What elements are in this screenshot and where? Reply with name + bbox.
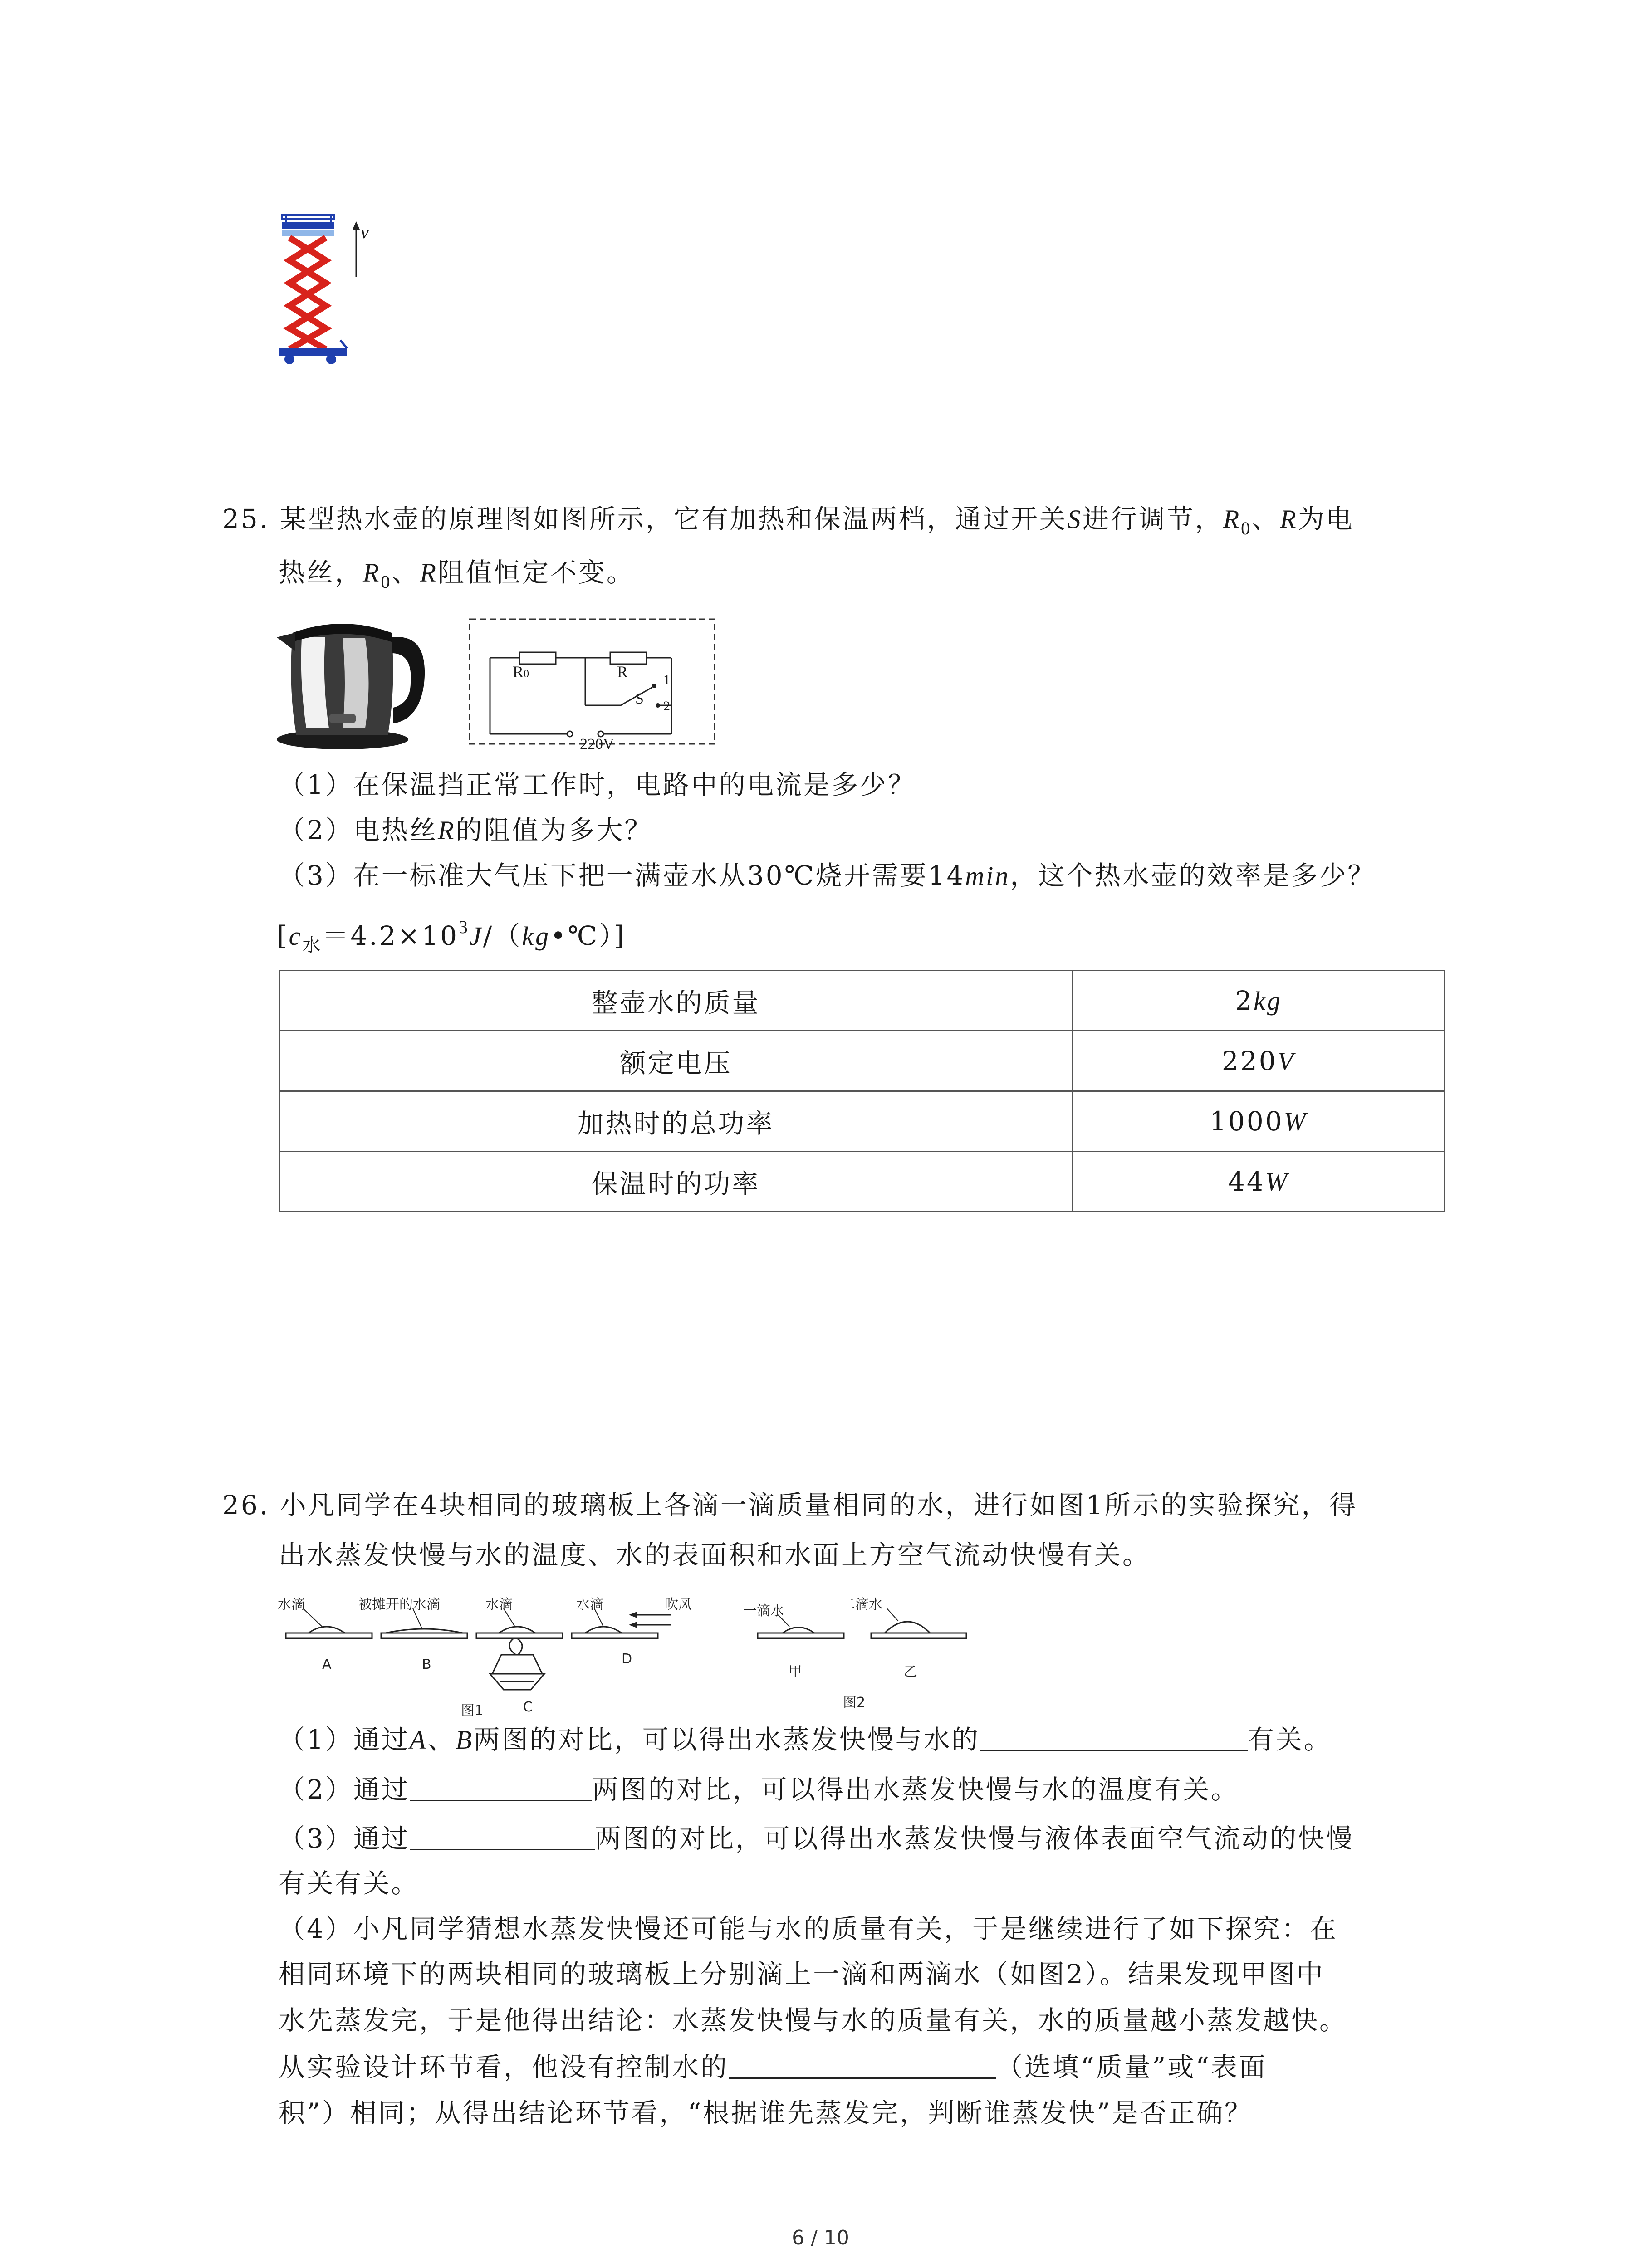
page-number: 6 / 10 — [792, 2226, 849, 2249]
fig-label-yi: 乙 — [904, 1664, 917, 1680]
table-row — [279, 1031, 1445, 1091]
fig-label-jia: 甲 — [789, 1664, 802, 1680]
fig-label-c: C — [523, 1699, 533, 1715]
q26-number: 26. — [222, 1490, 270, 1520]
q26-sub3: （3）通过 两图的对比，可以得出水蒸发快慢与液体表面空气流动的快慢 — [279, 1820, 1354, 1857]
q25-sub1: （1）在保温挡正常工作时，电路中的电流是多少？ — [279, 769, 916, 800]
q26-sub3-cont: 有关有关。 — [279, 1868, 420, 1899]
fig-label-spread-drop: 被摊开的水滴 — [358, 1597, 440, 1613]
table-cell-value: 220V — [1073, 1031, 1445, 1091]
electric-kettle-image — [274, 606, 431, 751]
table-cell-label: 整壶水的质量 — [279, 971, 1073, 1031]
fig-label-fig1: 图1 — [461, 1703, 484, 1719]
answer-blank-3[interactable] — [410, 1820, 595, 1850]
table-cell-value: 1000W — [1073, 1091, 1445, 1152]
q26-sub4-line2: 相同环境下的两块相同的玻璃板上分别滴上一滴和两滴水（如图2）。结果发现甲图中 — [279, 1959, 1325, 1989]
q26-sub2: （2）通过 两图的对比，可以得出水蒸发快慢与水的温度有关。 — [279, 1771, 1239, 1808]
table-row — [279, 1091, 1445, 1152]
fig-label-d: D — [622, 1651, 632, 1667]
q26-sub1: （1）通过A、B两图的对比，可以得出水蒸发快慢与水的 有关。 — [279, 1721, 1332, 1758]
q25-sub2: （2）电热丝R的阻值为多大？ — [279, 815, 653, 846]
q26-sub4-line4: 从实验设计环节看，他没有控制水的 （选填“质量”或“表面 — [279, 2048, 1267, 2085]
q26-stem-line2: 出水蒸发快慢与水的温度、水的表面积和水面上方空气流动快慢有关。 — [279, 1540, 1151, 1570]
q26-sub4-line5: 积”）相同；从得出结论环节看，“根据谁先蒸发完，判断谁蒸发快”是否正确？ — [279, 2097, 1253, 2128]
table-cell-label: 额定电压 — [279, 1031, 1073, 1091]
answer-blank-1[interactable] — [980, 1721, 1248, 1751]
circuit-diagram — [467, 617, 721, 753]
circuit-label-r0: R0 — [513, 663, 529, 681]
scissor-lift-figure — [272, 213, 390, 372]
q26-sub4-line3: 水先蒸发完，于是他得出结论：水蒸发快慢与水的质量有关，水的质量越小蒸发越快。 — [279, 2005, 1348, 2036]
q26-stem-line1: 26. 小凡同学在4块相同的玻璃板上各滴一滴质量相同的水，进行如图1所示的实验探究，得 — [222, 1490, 1358, 1520]
fig-label-blow: 吹风 — [665, 1597, 692, 1613]
answer-blank-2[interactable] — [410, 1771, 592, 1801]
table-row — [279, 1152, 1445, 1212]
table-row — [279, 971, 1445, 1031]
fig-label-a: A — [322, 1657, 332, 1672]
fig-label-two-drops: 二滴水 — [842, 1597, 882, 1613]
kettle-spec-table — [279, 970, 1445, 1212]
velocity-label: v — [361, 222, 369, 242]
fig-label-b: B — [422, 1657, 431, 1672]
table-cell-label: 保温时的功率 — [279, 1152, 1073, 1212]
q25-formula: $[c_水=4.2\times 10^3J/(kg•℃)]$ — [277, 917, 626, 955]
circuit-label-pos1: 1 — [663, 672, 670, 687]
q25-number: 25. — [222, 503, 270, 534]
circuit-label-switch: S — [635, 690, 644, 707]
q25-stem-line2: 热丝，$R_0$、R阻值恒定不变。 — [279, 557, 635, 592]
fig-label-water-drop-d: 水滴 — [576, 1597, 603, 1613]
fig-label-water-drop-c: 水滴 — [485, 1597, 513, 1613]
fig-label-water-drop-a: 水滴 — [278, 1597, 305, 1613]
circuit-label-pos2: 2 — [663, 699, 670, 714]
q25-stem-line1: 25. 某型热水壶的原理图如图所示，它有加热和保温两档，通过开关S进行调节，$R_0$、R为电 — [222, 503, 1354, 538]
fig-label-one-drop: 一滴水 — [743, 1603, 784, 1619]
answer-blank-4[interactable] — [729, 2048, 996, 2079]
circuit-label-r: R — [617, 663, 628, 681]
circuit-label-voltage: 220V — [580, 736, 614, 753]
table-cell-value: 2kg — [1073, 971, 1445, 1031]
q26-sub4-line1: （4）小凡同学猜想水蒸发快慢还可能与水的质量有关，于是继续进行了如下探究：在 — [279, 1913, 1338, 1944]
fig-label-fig2: 图2 — [843, 1695, 866, 1711]
q25-sub3: （3）在一标准大气压下把一满壶水从30℃烧开需要14min，这个热水壶的效率是多少？ — [279, 860, 1376, 891]
resistor-r — [610, 652, 647, 664]
table-cell-value: 44W — [1073, 1152, 1445, 1212]
table-cell-label: 加热时的总功率 — [279, 1091, 1073, 1152]
